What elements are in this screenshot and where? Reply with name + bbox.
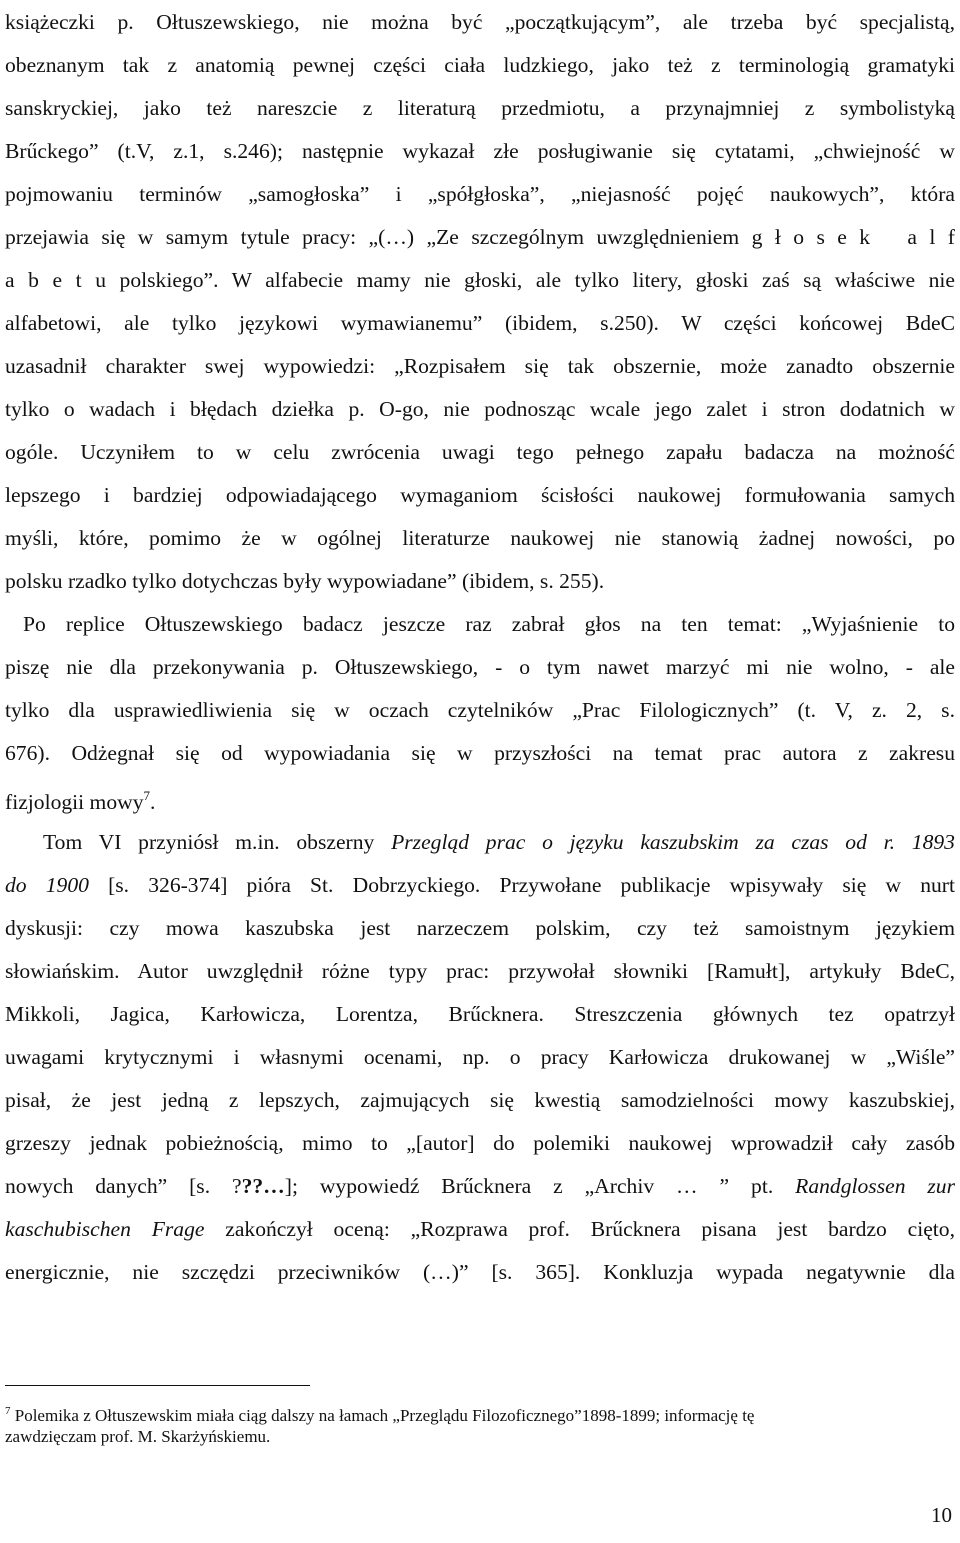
text-run: książeczki p. Ołtuszewskiego, nie można być „początkującym”, ale trzeba być specjalistą, <box>5 10 955 34</box>
footnote-reference: 7 <box>143 788 151 803</box>
text-run: energicznie, nie szczędzi przeciwników (…)” [s. 365]. Konkluzja wypada negatywnie dla <box>5 1260 955 1284</box>
text-line <box>5 51 955 79</box>
text-line <box>5 352 955 380</box>
text-run: pojmowaniu terminów „samogłoska” i „spółgłoska”, „niejasność pojęć naukowych”, która <box>5 182 955 206</box>
text-run: pisał, że jest jedną z lepszych, zajmujących się kwestią samodzielności mowy kaszubskiej, <box>5 1088 955 1112</box>
footnote-text: Polemika z Ołtuszewskim miała ciąg dalszy na łamach „Przeglądu Filozoficznego”1898-1899; informację tę <box>10 1406 755 1425</box>
text-line <box>5 438 955 466</box>
text-run: ogóle. Uczyniłem to w celu zwrócenia uwagi tego pełnego zapału badacza na możność <box>5 440 955 464</box>
text-line <box>5 223 955 251</box>
footnote-line <box>5 1426 955 1448</box>
text-run: a b e t u polskiego”. W alfabecie mamy nie głoski, ale tylko litery, głoski zaś są właściwe nie <box>5 268 955 292</box>
text-run: przejawia się w samym tytule pracy: „(…) „Ze szczególnym uwzględnieniem g ł o s e k a l f <box>5 225 955 249</box>
text-line <box>43 828 955 856</box>
text-line <box>5 309 955 337</box>
text-line <box>5 1129 955 1157</box>
text-run: Tom VI przyniósł m.in. obszerny <box>43 830 392 854</box>
text-run: uwagami krytycznymi i własnymi ocenami, np. o pracy Karłowicza drukowanej w „Wiśle” <box>5 1045 955 1069</box>
text-run: 676). Odżegnał się od wypowiadania się w przyszłości na temat prac autora z zakresu <box>5 741 955 765</box>
text-line <box>5 395 955 423</box>
text-line <box>5 1258 955 1286</box>
text-run: . <box>150 790 156 814</box>
footnote-text: zawdzięczam prof. M. Skarżyńskiemu. <box>5 1427 271 1446</box>
text-run: polsku rzadko tylko dotychczas były wypowiadane” (ibidem, s. 255). <box>5 569 605 593</box>
text-run: [s. 326-374] pióra St. Dobrzyckiego. Przywołane publikacje wpisywały się w nurt <box>88 873 955 897</box>
text-line <box>5 653 955 681</box>
text-line <box>5 1086 955 1114</box>
text-run: słowiańskim. Autor uwzględnił różne typy prac: przywołał słowniki [Ramułt], artykuły BdeC, <box>5 959 955 983</box>
italic-title: Przegląd prac o języku kaszubskim za czas od r. 1893 <box>391 830 955 854</box>
italic-title: kaschubischen Frage <box>5 1217 205 1241</box>
text-line <box>5 739 955 767</box>
text-line <box>5 1043 955 1071</box>
text-run: sanskryckiej, jako też nareszcie z literaturą przedmiotu, a przynajmniej z symbolistyką <box>5 96 955 120</box>
text-run: myśli, które, pomimo że w ogólnej literaturze naukowej nie stanowią żadnej nowości, po <box>5 526 955 550</box>
text-run: lepszego i bardziej odpowiadającego wymaganiom ścisłości naukowej formułowania samych <box>5 483 955 507</box>
text-line <box>5 1000 955 1028</box>
text-run: alfabetowi, ale tylko językowi wymawianemu” (ibidem, s.250). W części końcowej BdeC <box>5 311 955 335</box>
text-run: grzeszy jednak pobieżnością, mimo to „[autor] do polemiki naukowej wprowadził cały zasób <box>5 1131 955 1155</box>
text-line <box>5 696 955 724</box>
text-run: tylko dla usprawiedliwienia się w oczach czytelników „Prac Filologicznych” (t. V, z. 2, s. <box>5 698 955 722</box>
italic-title: Randglossen zur <box>795 1174 955 1198</box>
text-line <box>5 266 955 294</box>
bold-run: ??… <box>241 1174 285 1198</box>
text-line <box>23 610 955 638</box>
text-run: tylko o wadach i błędach dziełka p. O-go, nie podnosząc wcale jego zalet i stron dodatnich w <box>5 397 955 421</box>
text-line <box>5 481 955 509</box>
text-run: Mikkoli, Jagica, Karłowicza, Lorentza, Brűcknera. Streszczenia głównych tez opatrzył <box>5 1002 955 1026</box>
text-line <box>5 871 955 899</box>
text-line <box>5 567 955 595</box>
text-line <box>5 957 955 985</box>
text-line <box>5 914 955 942</box>
text-run: dyskusji: czy mowa kaszubska jest narzeczem polskim, czy też samoistnym językiem <box>5 916 955 940</box>
text-line <box>5 137 955 165</box>
footnote-mark: 7 <box>5 1405 11 1417</box>
text-run: Brűckego” (t.V, z.1, s.246); następnie wykazał złe posługiwanie się cytatami, „chwiejność w <box>5 139 955 163</box>
text-run: piszę nie dla przekonywania p. Ołtuszewskiego, - o tym nawet marzyć mi nie wolno, - ale <box>5 655 955 679</box>
text-run: Po replice Ołtuszewskiego badacz jeszcze raz zabrał głos na ten temat: „Wyjaśnienie to <box>23 612 955 636</box>
italic-title: do 1900 <box>5 873 89 897</box>
text-line <box>5 782 955 816</box>
footnote-separator <box>5 1385 310 1386</box>
text-line <box>5 1215 955 1243</box>
text-run: obeznanym tak z anatomią pewnej części ciała ludzkiego, jako też z terminologią gramatyki <box>5 53 955 77</box>
text-run: fizjologii mowy <box>5 790 144 814</box>
footnote-line <box>5 1400 955 1427</box>
text-line <box>5 94 955 122</box>
text-run: uzasadnił charakter swej wypowiedzi: „Rozpisałem się tak obszernie, może zanadto obszernie <box>5 354 955 378</box>
text-run: nowych danych” [s. ? <box>5 1174 242 1198</box>
text-line <box>5 1172 955 1200</box>
text-run: ]; wypowiedź Brűcknera z „Archiv … ” pt. <box>284 1174 796 1198</box>
text-line <box>5 524 955 552</box>
page-number: 10 <box>931 1503 952 1527</box>
text-run: zakończył oceną: „Rozprawa prof. Brűcknera pisana jest bardzo cięto, <box>204 1217 955 1241</box>
text-line <box>5 180 955 208</box>
text-line <box>5 8 955 36</box>
